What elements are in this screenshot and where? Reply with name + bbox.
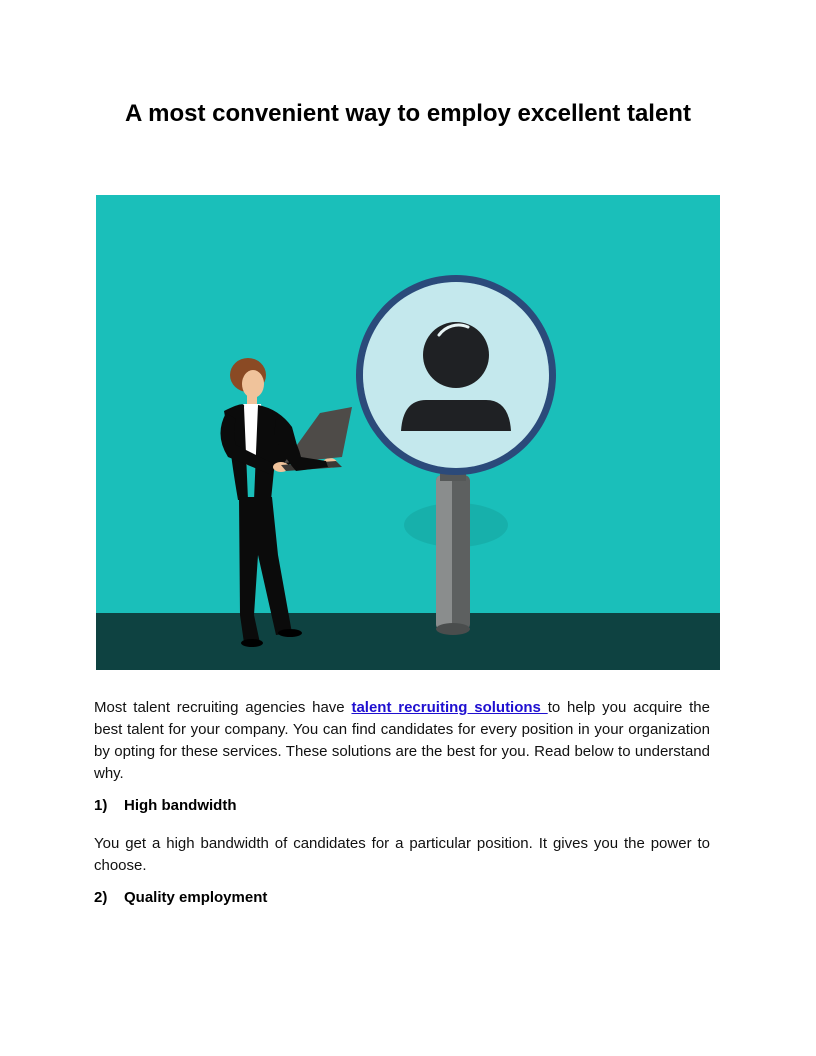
high-bandwidth-paragraph: You get a high bandwidth of candidates for a particular position. It gives you the power to choose.	[94, 835, 710, 874]
talent-recruiting-solutions-link[interactable]: talent recruiting solutions	[351, 699, 548, 716]
intro-text-start: Most talent recruiting agencies have	[94, 699, 352, 716]
illustration-floor	[96, 613, 720, 670]
intro-paragraph	[94, 697, 710, 785]
section-number: 1)	[94, 797, 108, 814]
magnifier-handle	[436, 463, 470, 635]
section-heading-text: High bandwidth	[124, 797, 237, 814]
page-title: A most convenient way to employ excellent talent	[125, 100, 691, 127]
section-heading-text: Quality employment	[124, 889, 268, 906]
section-heading-high-bandwidth	[94, 795, 236, 817]
section-heading-quality-employment	[94, 887, 267, 909]
recruiting-illustration	[96, 195, 720, 670]
section-number: 2)	[94, 889, 108, 906]
intro-text-end: to help you acquire the best talent for your company. You can find candidates for every position in your organization by opting for these services. These solutions are the best for you. Read below to understand why.	[94, 699, 710, 782]
